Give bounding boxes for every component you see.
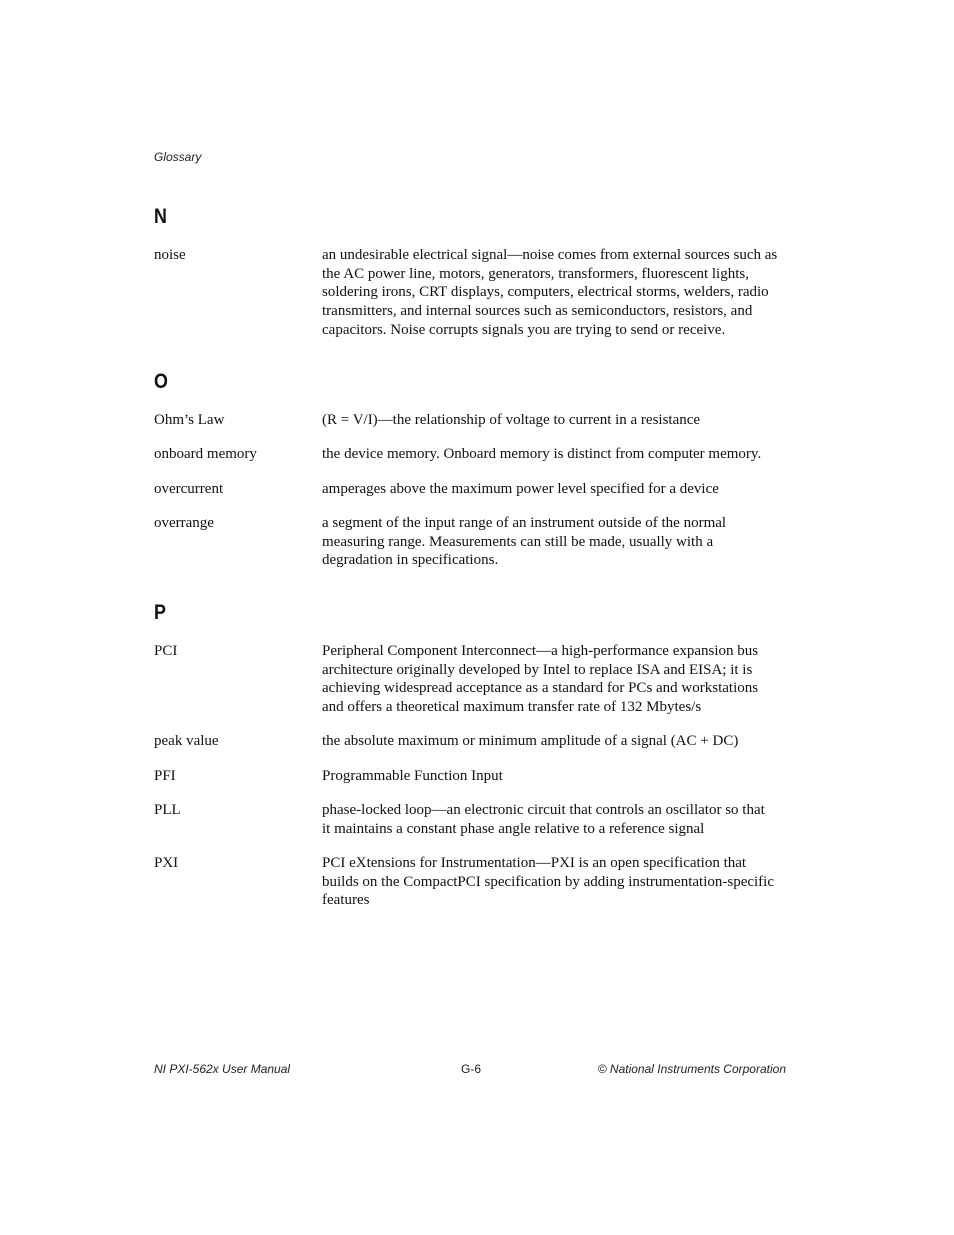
- section-letter-p: P: [154, 601, 166, 624]
- definition-line: a segment of the input range of an instrument outside of the normal: [322, 515, 727, 531]
- definition-line: features: [322, 892, 370, 909]
- running-header: Glossary: [154, 150, 202, 164]
- glossary-term: overcurrent: [154, 481, 224, 497]
- glossary-definition: [322, 801, 788, 838]
- definition-line: PCI eXtensions for Instrumentation—PXI is an open specification that: [322, 855, 747, 871]
- definition-line: the AC power line, motors, generators, transformers, fluorescent lights,: [322, 265, 749, 282]
- glossary-term: PFI: [154, 768, 176, 784]
- glossary-term: PCI: [154, 643, 178, 659]
- footer-page-number: G-6: [461, 1062, 482, 1076]
- definition-line: (R = V/I)—the relationship of voltage to current in a resistance: [322, 412, 701, 428]
- definition-line: the device memory. Onboard memory is distinct from computer memory.: [322, 446, 762, 462]
- glossary-definition: [322, 642, 788, 717]
- glossary-term: overrange: [154, 515, 214, 531]
- section-letter-n: N: [154, 205, 167, 228]
- definition-line: measuring range. Measurements can still be made, usually with a: [322, 533, 714, 550]
- definition-line: an undesirable electrical signal—noise comes from external sources such as: [322, 247, 778, 263]
- definition-line: Programmable Function Input: [322, 768, 503, 784]
- glossary-term: PLL: [154, 802, 181, 818]
- glossary-definition: [322, 480, 788, 499]
- definition-line: architecture originally developed by Intel to replace ISA and EISA; it is: [322, 661, 753, 678]
- definition-line: achieving widespread acceptance as a standard for PCs and workstations: [322, 680, 759, 697]
- glossary-definition: [322, 246, 788, 340]
- glossary-definition: [322, 854, 788, 910]
- definition-line: soldering irons, CRT displays, computers, electrical storms, welders, radio: [322, 284, 769, 301]
- definition-line: phase-locked loop—an electronic circuit that controls an oscillator so that: [322, 802, 765, 818]
- footer-manual-title: NI PXI-562x User Manual: [154, 1062, 291, 1076]
- glossary-definition: [322, 732, 788, 751]
- glossary-definition: [322, 445, 788, 464]
- definition-line: builds on the CompactPCI specification by adding instrumentation-specific: [322, 873, 774, 890]
- glossary-term: onboard memory: [154, 446, 257, 462]
- glossary-term: noise: [154, 247, 186, 263]
- glossary-definition: [322, 514, 788, 570]
- definition-line: Peripheral Component Interconnect—a high-performance expansion bus: [322, 643, 759, 659]
- glossary-term: peak value: [154, 733, 219, 749]
- definition-line: capacitors. Noise corrupts signals you are trying to send or receive.: [322, 321, 726, 338]
- definition-line: and offers a theoretical maximum transfer rate of 132 Mbytes/s: [322, 699, 702, 716]
- definition-line: amperages above the maximum power level specified for a device: [322, 481, 719, 497]
- definition-line: the absolute maximum or minimum amplitude of a signal (AC + DC): [322, 733, 739, 749]
- definition-line: transmitters, and internal sources such as semiconductors, resistors, and: [322, 303, 753, 320]
- glossary-term: Ohm’s Law: [154, 412, 225, 428]
- glossary-definition: [322, 767, 788, 786]
- section-letter-o: O: [154, 370, 168, 393]
- definition-line: it maintains a constant phase angle relative to a reference signal: [322, 820, 705, 837]
- glossary-term: PXI: [154, 855, 179, 871]
- footer-copyright: © National Instruments Corporation: [597, 1062, 786, 1076]
- glossary-definition: [322, 411, 788, 430]
- definition-line: degradation in specifications.: [322, 552, 499, 569]
